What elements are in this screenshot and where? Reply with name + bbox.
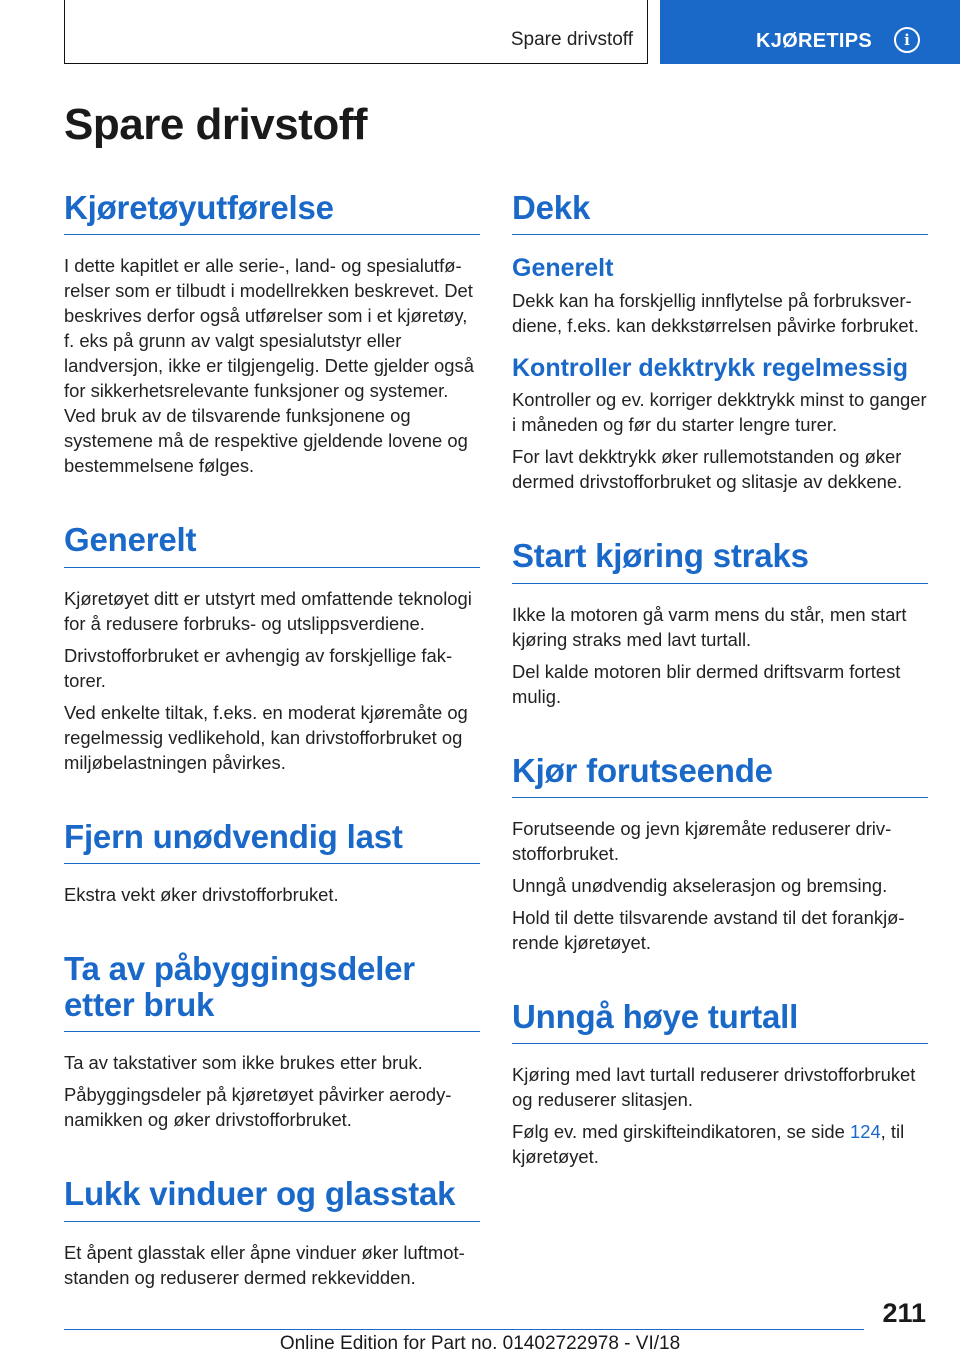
heading-start-driving: Start kjøring straks xyxy=(512,538,928,583)
heading-avoid-high-rpm: Unngå høye turtall xyxy=(512,999,928,1044)
heading-general: Generelt xyxy=(64,522,480,567)
paragraph: Del kalde motoren blir dermed driftsvarm fortest mulig. xyxy=(512,660,901,707)
paragraph: Påbyggingsdeler på kjøretøyet påvirker aerodynamikken og øker drivstofforbruket. xyxy=(64,1084,452,1131)
paragraph xyxy=(512,1119,928,1169)
paragraph: Kjøring med lavt turtall reduserer drivstofforbruket og reduserer slitasjen. xyxy=(512,1064,916,1111)
header-section-box xyxy=(64,0,648,64)
paragraph: Unngå unødvendig akselerasjon og bremsing. xyxy=(512,874,888,896)
info-icon[interactable]: i xyxy=(894,27,920,53)
paragraph-text: , til kjøretøyet. xyxy=(512,1121,905,1168)
heading-windows: Lukk vinduer og glasstak xyxy=(64,1176,480,1221)
section-avoid-high-rpm xyxy=(512,999,928,1169)
section-remove-load xyxy=(64,819,480,907)
paragraph: Ved enkelte tiltak, f.eks. en moderat kjøremåte og regelmessig vedlikehold, kan drivstofforbruket og miljøbelastningen påvirkes. xyxy=(64,701,468,773)
paragraph: Kontroller og ev. korriger dekktrykk minst to ganger i måneden og før du starter lengre turer. xyxy=(512,389,927,436)
right-column xyxy=(512,190,928,1169)
heading-tyres: Dekk xyxy=(512,190,928,235)
paragraph: Hold til dette tilsvarende avstand til det forankjørende kjøretøyet. xyxy=(512,906,905,953)
footer-edition: Online Edition for Part no. 01402722978 - VI/18 xyxy=(279,1333,681,1354)
paragraph: Drivstofforbruket er avhengig av forskjellige faktorer. xyxy=(64,644,453,691)
paragraph: Ta av takstativer som ikke brukes etter bruk. xyxy=(64,1052,423,1074)
paragraph: Kjøretøyet ditt er utstyrt med omfattende teknologi for å redusere forbruks- og utslippsverdiene. xyxy=(64,587,472,634)
heading-remove-load: Fjern unødvendig last xyxy=(64,819,480,864)
paragraph: I dette kapitlet er alle serie-, land- og spesialutførelser som er tilbudt i modellrekken beskrevet. Det beskrives derfor også utførelser som i et kjøretøy, f. eks på grunn av valgt spesialutstyr eller landversjon, ikke er tilgjengelig. Dette gjelder også for sikkerhetsrelevante funksjoner og systemer. Ved bruk av de tilsvarende funksjonene og systemene må de respektive gjeldende lovene og bestemmelsene følges. xyxy=(64,255,474,477)
heading-attachments: Ta av påbyggingsdeler etter bruk xyxy=(64,951,480,1033)
page-number: 211 xyxy=(882,1298,926,1328)
section-attachments xyxy=(64,951,480,1133)
subheading-general: Generelt xyxy=(512,254,614,283)
paragraph: Ekstra vekt øker drivstofforbruket. xyxy=(64,883,339,905)
heading-vehicle-version: Kjøretøyutførelse xyxy=(64,190,480,235)
section-anticipate xyxy=(512,753,928,955)
paragraph: Dekk kan ha forskjellig innflytelse på forbruksverdiene, f.eks. kan dekkstørrelsen påvirke forbruket. xyxy=(512,289,919,336)
paragraph: Ikke la motoren gå varm mens du står, men start kjøring straks med lavt turtall. xyxy=(512,603,907,650)
section-start-driving xyxy=(512,538,928,708)
heading-anticipate: Kjør forutseende xyxy=(512,753,928,798)
header-section-title: Spare drivstoff xyxy=(510,29,633,50)
header-chapter-title: KJØRETIPS xyxy=(756,30,873,52)
section-windows xyxy=(64,1176,480,1289)
page-reference-link[interactable]: 124 xyxy=(849,1121,881,1143)
page-title: Spare drivstoff xyxy=(64,100,368,149)
paragraph: Et åpent glasstak eller åpne vinduer øker luftmotstanden og reduserer dermed rekkevidden. xyxy=(64,1241,465,1288)
paragraph: Forutseende og jevn kjøremåte reduserer drivstofforbruket. xyxy=(512,817,892,864)
footer-divider xyxy=(64,1329,864,1330)
section-general xyxy=(64,522,480,774)
paragraph-text: Følg ev. med girskifteindikatoren, se side xyxy=(512,1121,850,1143)
header-chapter-tab[interactable] xyxy=(660,0,960,64)
subheading-tyre-pressure: Kontroller dekktrykk regelmessig xyxy=(512,353,908,382)
left-column xyxy=(64,190,480,1290)
paragraph: For lavt dekktrykk øker rullemotstanden og øker dermed drivstofforbruket og slitasje av dekkene. xyxy=(512,446,903,493)
